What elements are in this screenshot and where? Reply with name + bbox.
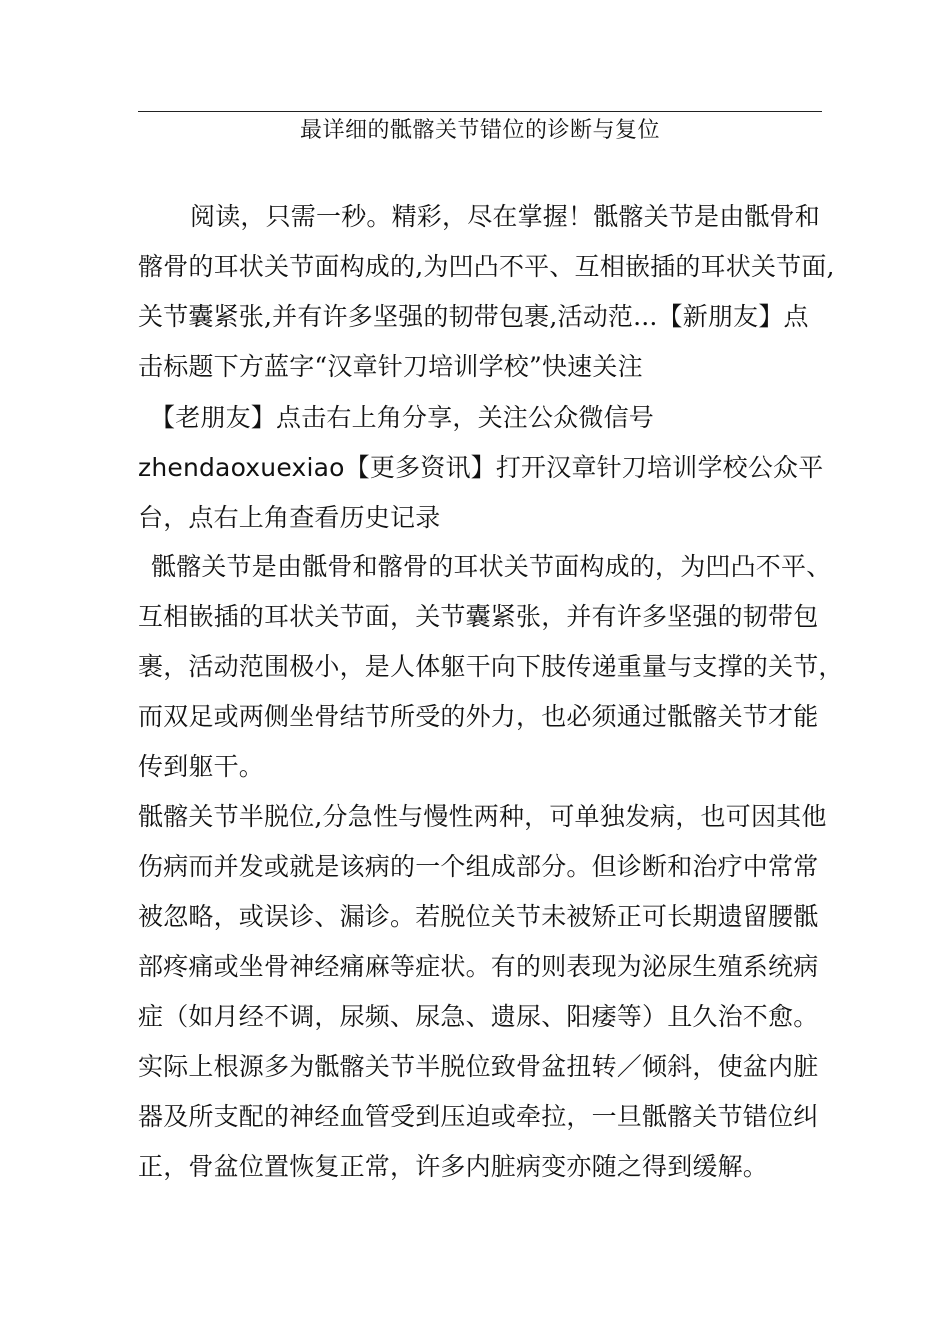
paragraph-line: 传到躯干。 bbox=[138, 752, 265, 781]
paragraph-line: 实际上根源多为骶髂关节半脱位致骨盆扭转／倾斜，使盆内脏 bbox=[138, 1052, 819, 1081]
paragraph-line: 伤病而并发或就是该病的一个组成部分。但诊断和治疗中常常 bbox=[138, 852, 819, 881]
paragraph-line: 正，骨盆位置恢复正常，许多内脏病变亦随之得到缓解。 bbox=[138, 1152, 769, 1181]
paragraph-line: 部疼痛或坐骨神经痛麻等症状。有的则表现为泌尿生殖系统病 bbox=[138, 952, 819, 981]
paragraph-line: 关节囊紧张,并有许多坚强的韧带包裹,活动范...【新朋友】点 bbox=[138, 302, 809, 331]
paragraph-line: 症（如月经不调，尿频、尿急、遗尿、阳痿等）且久治不愈。 bbox=[138, 1002, 819, 1031]
paragraph-line: 器及所支配的神经血管受到压迫或牵拉，一旦骶髂关节错位纠 bbox=[138, 1102, 819, 1131]
wechat-id: zhendaoxuexiao bbox=[138, 453, 345, 482]
document-title: 最详细的骶髂关节错位的诊断与复位 bbox=[299, 118, 660, 143]
paragraph-line: 被忽略，或误诊、漏诊。若脱位关节未被矫正可长期遗留腰骶 bbox=[138, 902, 819, 931]
paragraph-line: 互相嵌插的耳状关节面，关节囊紧张，并有许多坚强的韧带包 bbox=[138, 602, 819, 631]
paragraph-line: 骶髂关节是由骶骨和髂骨的耳状关节面构成的，为凹凸不平、 bbox=[151, 552, 832, 581]
paragraph-line: 击标题下方蓝字“汉章针刀培训学校”快速关注 bbox=[138, 352, 643, 381]
paragraph-line-text: 【更多资讯】打开汉章针刀培训学校公众平 bbox=[344, 453, 824, 482]
paragraph-line: 【老朋友】点击右上角分享，关注公众微信号 bbox=[150, 403, 655, 432]
paragraph-line bbox=[138, 451, 823, 485]
paragraph-line: 阅读，只需一秒。精彩，尽在掌握！骶髂关节是由骶骨和 bbox=[190, 202, 821, 231]
header-rule bbox=[138, 111, 822, 112]
paragraph-line: 髂骨的耳状关节面构成的,为凹凸不平、互相嵌插的耳状关节面, bbox=[138, 252, 835, 281]
paragraph-line: 裹，活动范围极小，是人体躯干向下肢传递重量与支撑的关节， bbox=[138, 652, 844, 681]
paragraph-line: 台，点右上角查看历史记录 bbox=[138, 503, 441, 532]
paragraph-line: 骶髂关节半脱位,分急性与慢性两种，可单独发病，也可因其他 bbox=[138, 802, 827, 831]
paragraph-line: 而双足或两侧坐骨结节所受的外力，也必须通过骶髂关节才能 bbox=[138, 702, 819, 731]
